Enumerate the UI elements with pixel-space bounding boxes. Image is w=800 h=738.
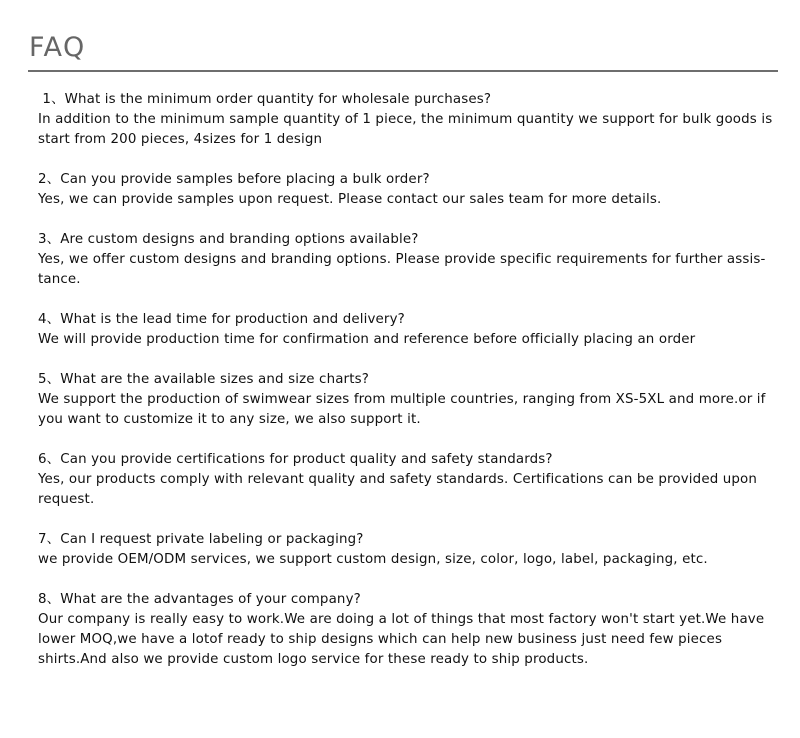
faq-item-1 xyxy=(38,90,786,150)
faq-item-8 xyxy=(38,590,786,670)
faq-question: 4、What is the lead time for production and delivery? xyxy=(38,312,405,327)
faq-answer: Our company is really easy to work.We are doing a lot of things that most factory won't start yet.We have lower MOQ,we have a lotof ready to ship designs which can help new business just need few pieces shirts.And also we provide custom logo service for these ready to ship products. xyxy=(38,612,765,667)
faq-question: 1、What is the minimum order quantity for wholesale purchases? xyxy=(38,92,492,107)
page-title: FAQ xyxy=(29,32,86,63)
faq-answer: In addition to the minimum sample quantity of 1 piece, the minimum quantity we support for bulk goods is start from 200 pieces, 4sizes for 1 design xyxy=(38,112,773,147)
faq-question: 2、Can you provide samples before placing a bulk order? xyxy=(38,172,430,187)
faq-header xyxy=(28,30,778,72)
faq-item-4 xyxy=(38,310,786,350)
faq-item-7 xyxy=(38,530,786,570)
faq-answer: Yes, we offer custom designs and branding options. Please provide specific requirements for further assis-tance. xyxy=(38,252,766,287)
faq-answer: We will provide production time for confirmation and reference before officially placing an order xyxy=(38,332,696,347)
faq-item-3 xyxy=(38,230,786,290)
faq-answer: we provide OEM/ODM services, we support custom design, size, color, logo, label, packaging, etc. xyxy=(38,552,708,567)
faq-answer: Yes, our products comply with relevant quality and safety standards. Certifications can be provided upon request. xyxy=(38,472,758,507)
faq-question: 3、Are custom designs and branding options available? xyxy=(38,232,419,247)
faq-question: 8、What are the advantages of your company? xyxy=(38,592,361,607)
faq-answer: Yes, we can provide samples upon request. Please contact our sales team for more details. xyxy=(38,192,662,207)
faq-question: 7、Can I request private labeling or packaging? xyxy=(38,532,364,547)
faq-question: 6、Can you provide certifications for product quality and safety standards? xyxy=(38,452,553,467)
faq-item-2 xyxy=(38,170,786,210)
faq-item-5 xyxy=(38,370,786,430)
faq-question: 5、What are the available sizes and size charts? xyxy=(38,372,370,387)
faq-list xyxy=(38,90,786,690)
faq-answer: We support the production of swimwear sizes from multiple countries, ranging from XS-5XL and more.or if you want to customize it to any size, we also support it. xyxy=(38,392,766,427)
faq-item-6 xyxy=(38,450,786,510)
